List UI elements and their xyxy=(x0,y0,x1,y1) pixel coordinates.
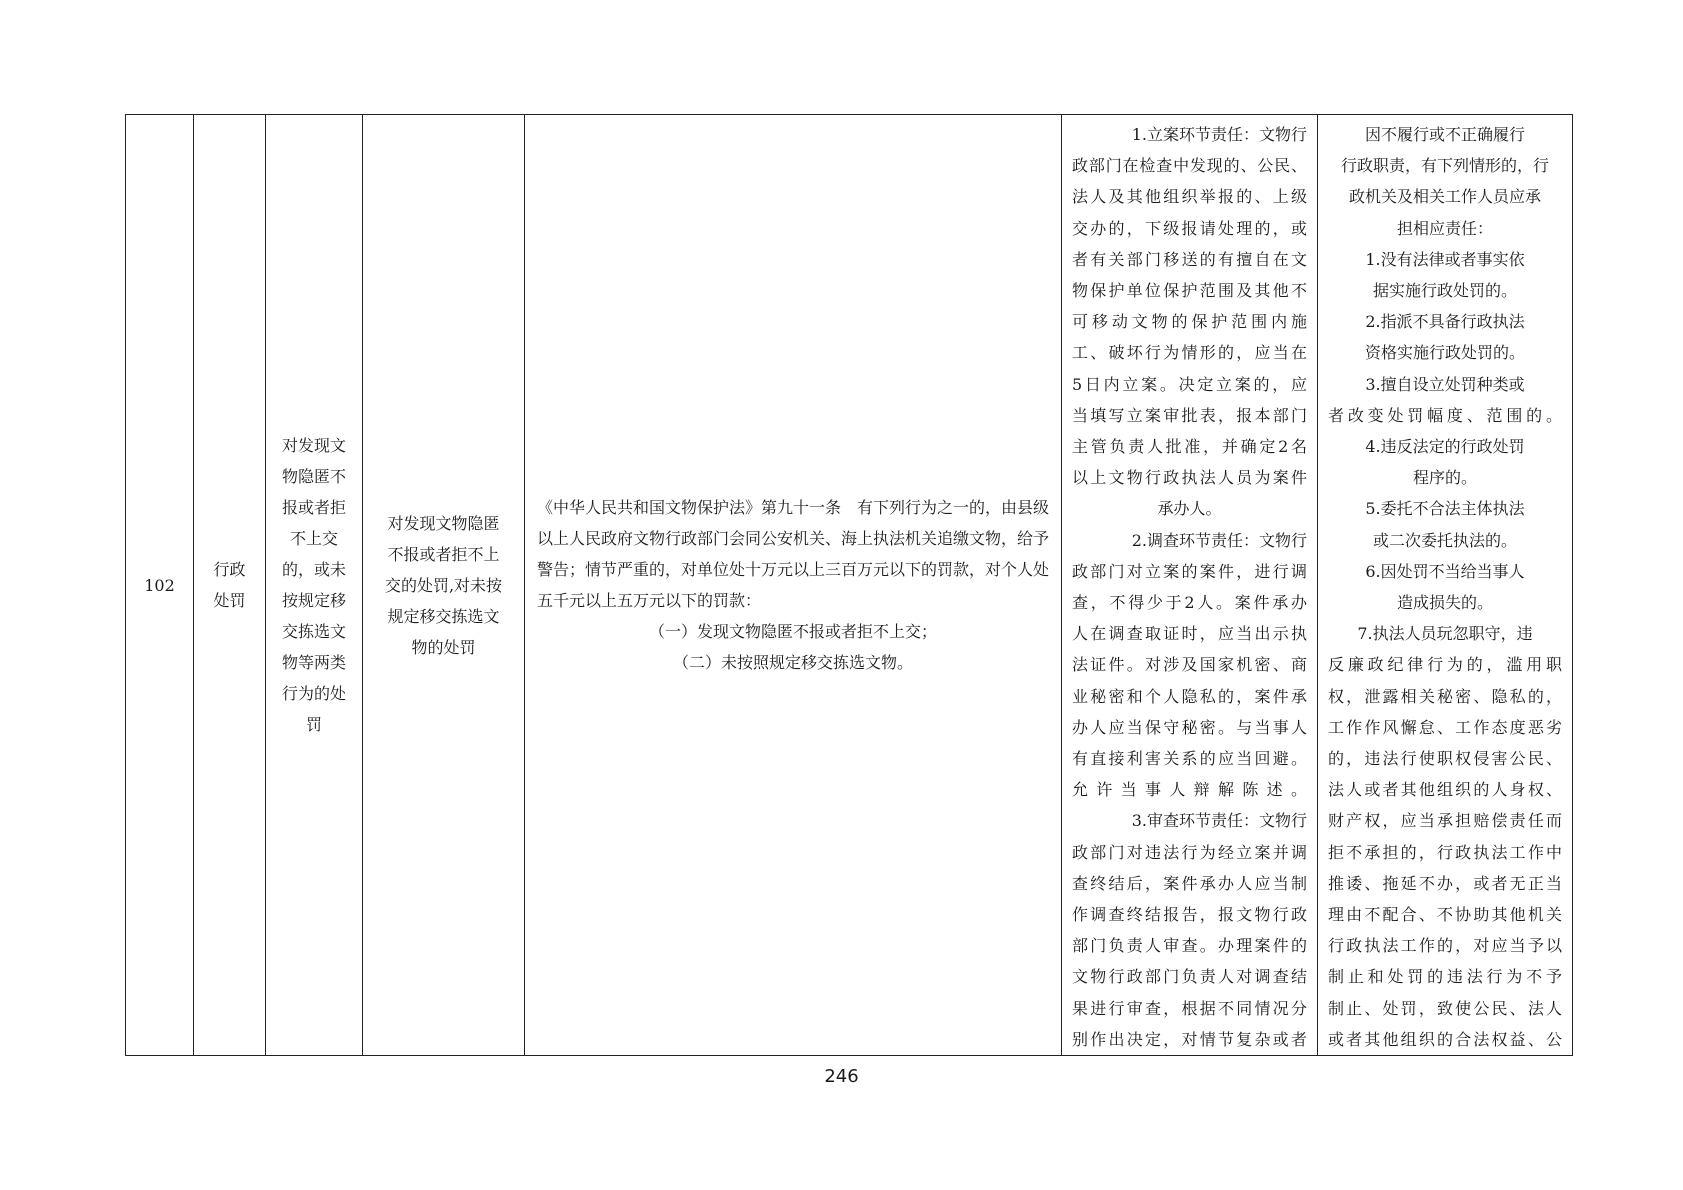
text-line: 物隐匿不 xyxy=(281,467,346,486)
text-line: 的，或未 xyxy=(281,560,346,579)
accountability-cell xyxy=(1318,115,1573,1056)
text-line: 报或者拒 xyxy=(281,498,346,517)
text-line: 反廉政纪律行为的，滥用职 xyxy=(1328,655,1562,675)
text-line: 政部门对违法行为经立案并调 xyxy=(1072,842,1307,862)
text-line: 5日内立案。决定立案的，应 xyxy=(1072,374,1307,394)
category-cell xyxy=(194,115,266,1056)
text-line: 行政职责，有下列情形的，行 xyxy=(1340,156,1549,176)
text-line: 担相应责任： xyxy=(1396,218,1493,238)
text-line: 承办人。 xyxy=(1157,499,1222,519)
power-list-table xyxy=(125,114,1573,1056)
text-line: 交的处罚,对未按 xyxy=(384,575,503,595)
text-line: 或者其他组织的合法权益、公 xyxy=(1328,1029,1562,1049)
text-line: 物的处罚 xyxy=(411,637,476,657)
text-line: 允许当事人辩解陈述。 xyxy=(1072,780,1307,800)
text-line: 当填写立案审批表，报本部门 xyxy=(1072,405,1307,425)
category-lines xyxy=(200,554,259,616)
legal-basis-item: （一）发现文物隐匿不报或者拒不上交； xyxy=(648,622,937,641)
text-line: 法人或者其他组织的人身权、 xyxy=(1328,780,1562,800)
sub-item-cell xyxy=(363,115,525,1056)
text-line: 不报或者拒不上 xyxy=(387,544,500,564)
text-line: 7.执法人员玩忽职守，违 xyxy=(1357,624,1533,644)
text-line: 对发现文 xyxy=(281,436,346,455)
text-line: 程序的。 xyxy=(1412,468,1477,488)
text-line: 查终结后，案件承办人应当制 xyxy=(1072,873,1307,893)
text-line: 财产权，应当承担赔偿责任而 xyxy=(1328,811,1562,831)
text-line: 法证件。对涉及国家机密、商 xyxy=(1072,655,1307,675)
text-line: 或二次委托执法的。 xyxy=(1372,530,1517,550)
legal-basis-main: 《中华人民共和国文物保护法》第九十一条 有下列行为之一的，由县级以上人民政府文物行政部门会同公安机关、海上执法机关追缴文物，给予警告；情节严重的，对单位处十万元以上三百万元以下的罚款，对个人处五千元以上五万元以下的罚款： xyxy=(537,498,1050,610)
text-line: 不上交 xyxy=(289,529,338,548)
text-line: 规定移交拣选文 xyxy=(387,606,500,626)
table-row xyxy=(126,115,1573,1056)
text-line: 权，泄露相关秘密、隐私的， xyxy=(1328,686,1562,706)
text-line: 政机关及相关工作人员应承 xyxy=(1348,187,1541,207)
text-line: 3.审查环节责任：文物行 xyxy=(1131,811,1307,831)
row-number: 102 xyxy=(126,115,194,1056)
text-line: 政部门对立案的案件，进行调 xyxy=(1072,561,1307,581)
text-line: 者有关部门移送的有擅自在文 xyxy=(1072,249,1307,269)
text-line: 文物行政部门负责人对调查结 xyxy=(1072,967,1307,987)
text-line: 有直接利害关系的应当回避。 xyxy=(1072,749,1307,769)
text-line: 交办的，下级报请处理的，或 xyxy=(1072,218,1307,238)
text-line: 理由不配合、不协助其他机关 xyxy=(1328,905,1562,925)
text-line: 交拣选文 xyxy=(281,622,346,641)
legal-basis-cell xyxy=(525,115,1062,1056)
page-number: 246 xyxy=(824,1066,859,1087)
text-line: 法人及其他组织举报的、上级 xyxy=(1072,187,1307,207)
text-line: 罚 xyxy=(305,715,322,734)
text-line: 2.指派不具备行政执法 xyxy=(1365,312,1525,332)
text-line: 部门负责人审查。办理案件的 xyxy=(1072,936,1307,956)
text-line: 2.调查环节责任：文物行 xyxy=(1131,530,1307,550)
text-line: 以上文物行政执法人员为案件 xyxy=(1072,468,1307,488)
text-line: 物等两类 xyxy=(281,653,346,672)
text-line: 别作出决定，对情节复杂或者 xyxy=(1072,1029,1307,1049)
text-line: 4.违反法定的行政处罚 xyxy=(1365,437,1525,457)
text-line: 办人应当保守秘密。与当事人 xyxy=(1072,717,1307,737)
text-line: 资格实施行政处罚的。 xyxy=(1364,343,1525,363)
text-line: 人在调查取证时，应当出示执 xyxy=(1072,624,1307,644)
text-line: 物保护单位保护范围及其他不 xyxy=(1072,281,1307,301)
text-line: 1.立案环节责任：文物行 xyxy=(1131,125,1307,144)
text-line: 1.没有法律或者事实依 xyxy=(1365,249,1525,269)
text-line: 处罚 xyxy=(213,591,246,610)
text-line: 制止和处罚的违法行为不予 xyxy=(1328,967,1562,987)
text-line: 6.因处罚不当给当事人 xyxy=(1365,561,1525,581)
text-line: 者改变处罚幅度、范围的。 xyxy=(1328,405,1562,425)
text-line: 拒不承担的，行政执法工作中 xyxy=(1328,842,1562,862)
text-line: 的，违法行使职权侵害公民、 xyxy=(1328,749,1562,769)
item-name-lines xyxy=(272,430,356,740)
text-line: 主管负责人批准，并确定2名 xyxy=(1072,437,1307,457)
text-line: 5.委托不合法主体执法 xyxy=(1365,499,1525,519)
text-line: 因不履行或不正确履行 xyxy=(1364,125,1525,144)
text-line: 对发现文物隐匿 xyxy=(387,513,500,533)
text-line: 业秘密和个人隐私的，案件承 xyxy=(1072,686,1307,706)
text-line: 行为的处 xyxy=(281,684,346,703)
legal-basis-item: （二）未按照规定移交拣选文物。 xyxy=(672,653,913,672)
text-line: 推诿、拖延不办，或者无正当 xyxy=(1328,873,1562,893)
text-line: 按规定移 xyxy=(281,591,346,610)
sub-item-lines xyxy=(369,508,518,663)
text-line: 果进行审查，根据不同情况分 xyxy=(1072,998,1307,1018)
text-line: 行政执法工作的，对应当予以 xyxy=(1328,936,1562,956)
text-line: 工、破坏行为情形的，应当在 xyxy=(1072,343,1307,363)
responsibility-lines xyxy=(1072,115,1307,1055)
text-line: 3.擅自设立处罚种类或 xyxy=(1365,374,1525,394)
text-line: 行政 xyxy=(213,560,246,579)
text-line: 工作作风懈怠、工作态度恶劣 xyxy=(1328,717,1562,737)
text-line: 制止、处罚，致使公民、法人 xyxy=(1328,998,1562,1018)
text-line: 据实施行政处罚的。 xyxy=(1372,281,1517,301)
text-line: 作调查终结报告，报文物行政 xyxy=(1072,905,1307,925)
text-line: 可移动文物的保护范围内施 xyxy=(1072,312,1307,332)
text-line: 查，不得少于2人。案件承办 xyxy=(1072,593,1307,613)
accountability-lines xyxy=(1328,115,1562,1055)
text-line: 政部门在检查中发现的、公民、 xyxy=(1072,156,1307,176)
text-line: 造成损失的。 xyxy=(1396,593,1493,613)
responsibility-cell xyxy=(1062,115,1318,1056)
item-name-cell xyxy=(266,115,363,1056)
